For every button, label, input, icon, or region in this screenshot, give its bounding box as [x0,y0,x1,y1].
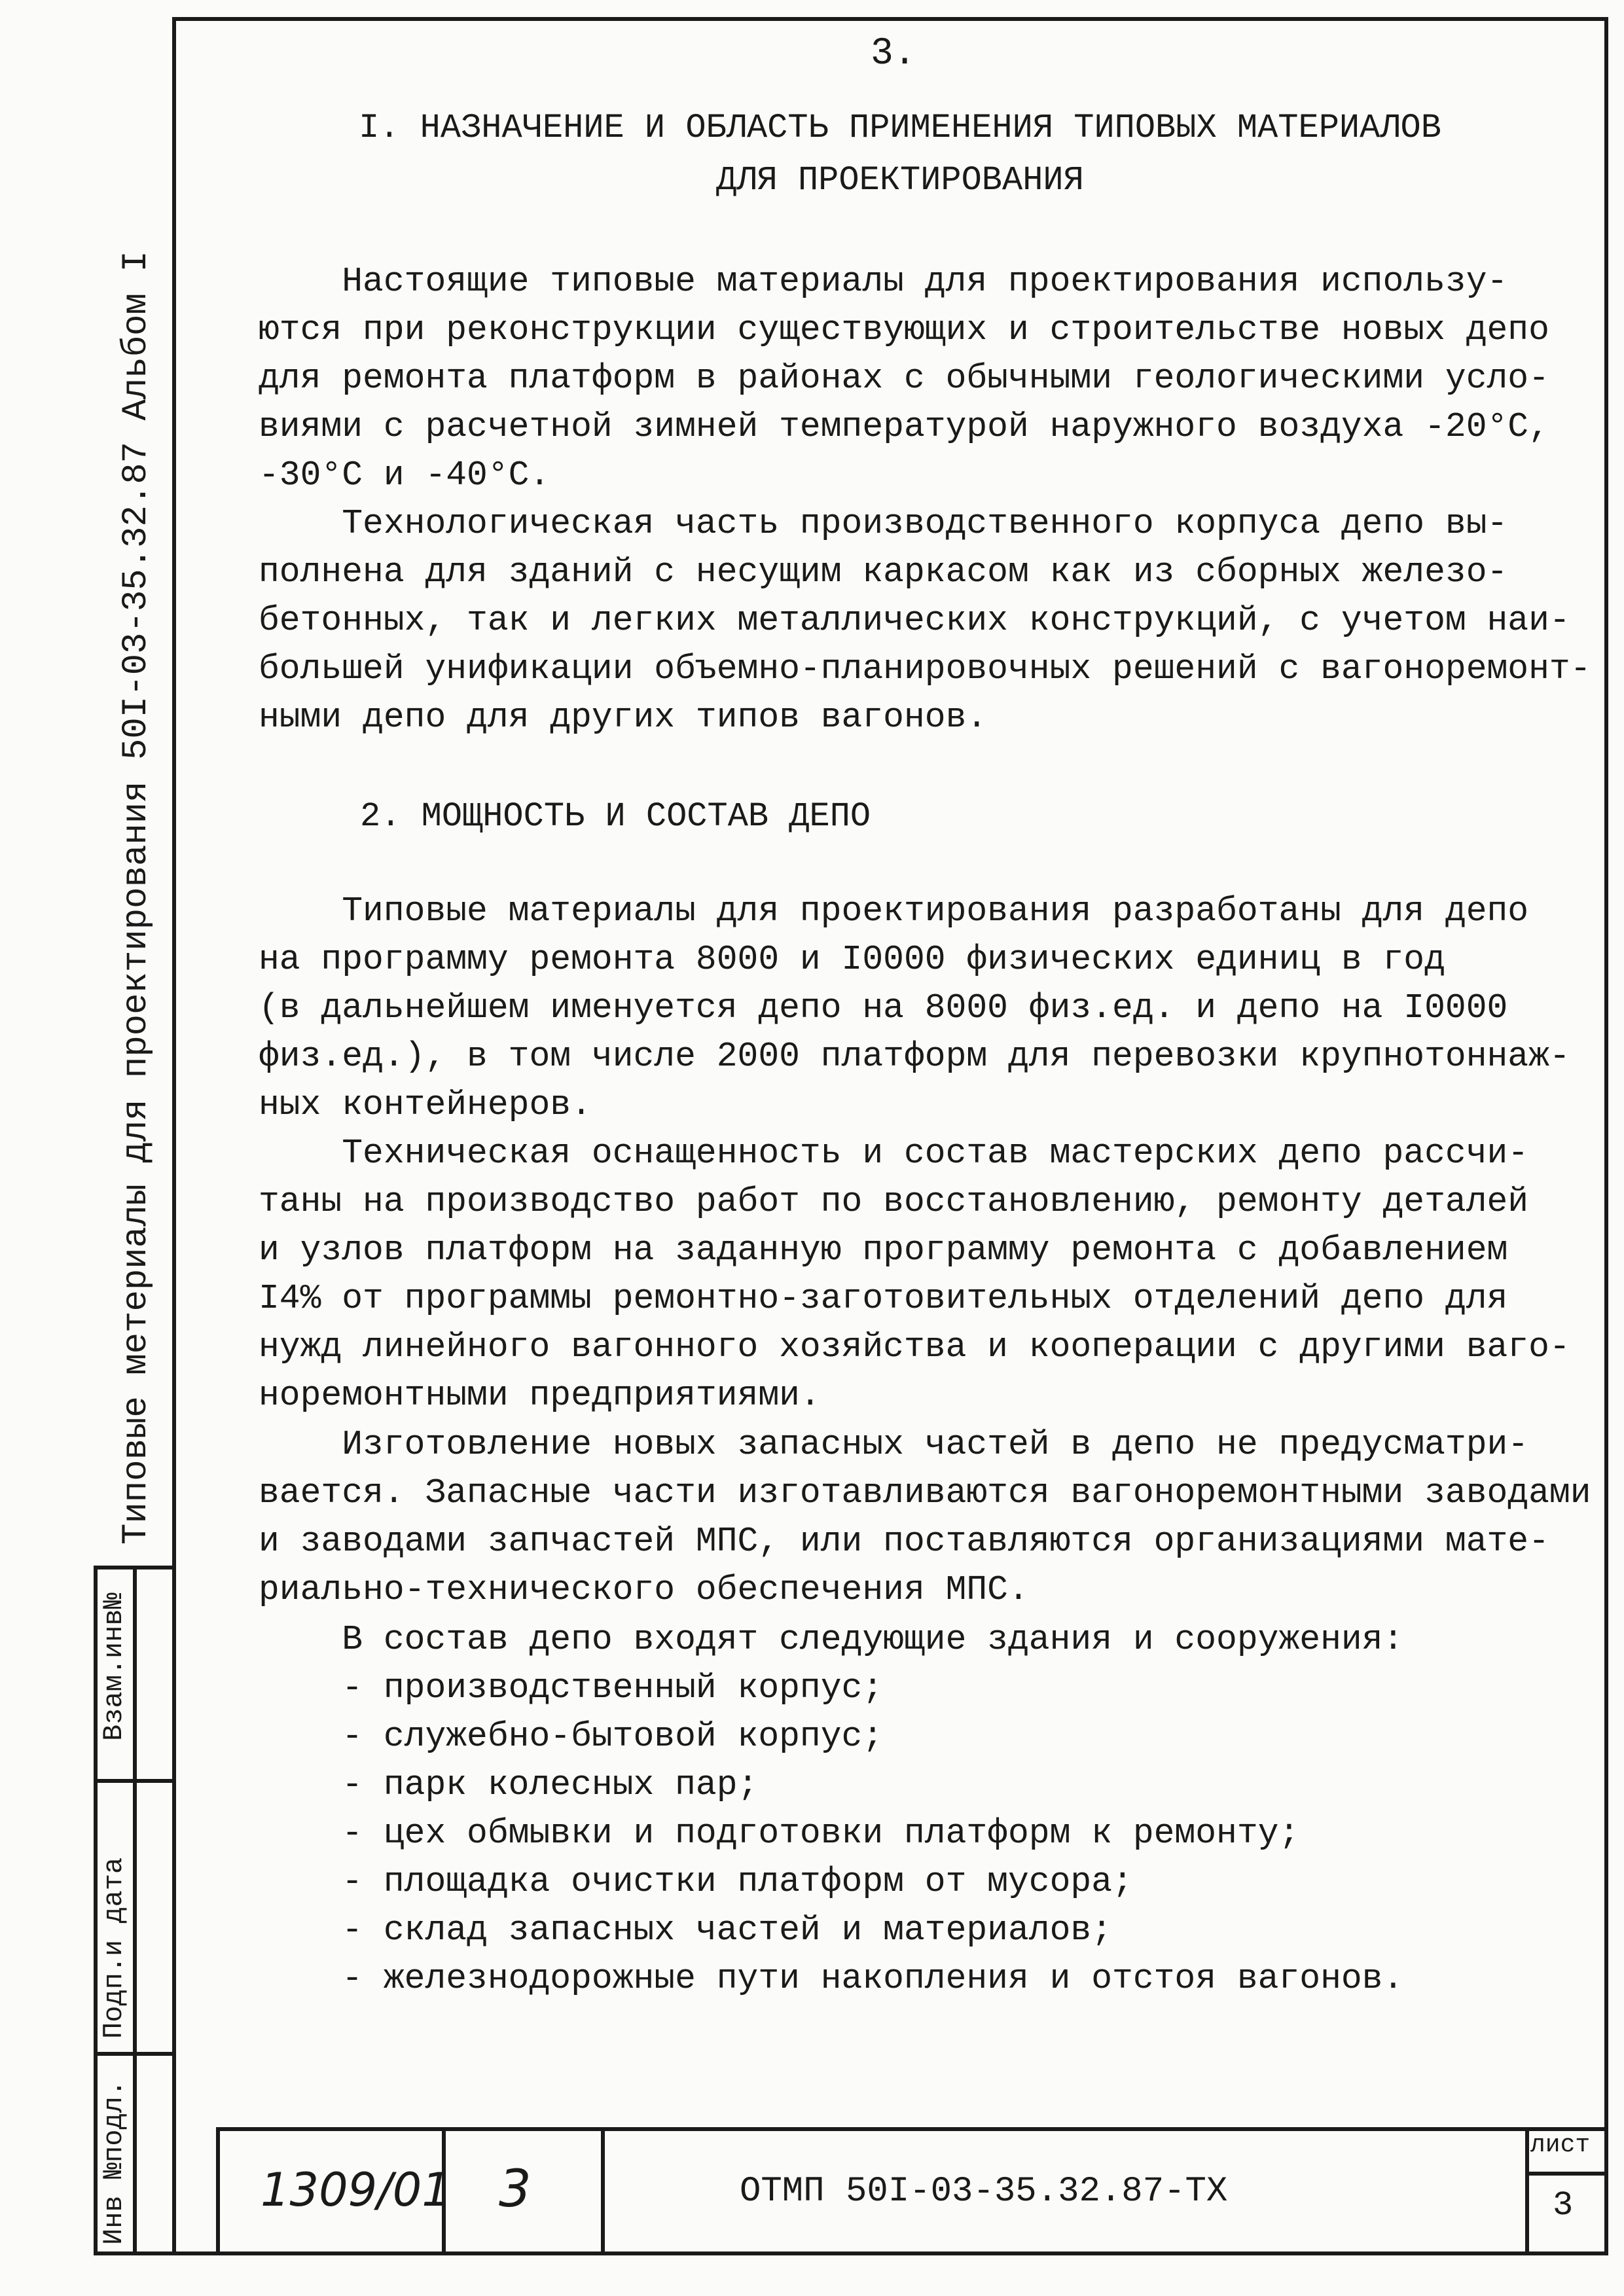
list-item: - площадка очистки платформ от мусора; [259,1862,1133,1901]
page-number: 3. [871,33,916,75]
text-line: и заводами запчастей МПС, или поставляются организациями мате- [259,1522,1549,1561]
title-block-divider [601,2127,605,2255]
text-line: и узлов платформ на заданную программу ремонта с добавлением [259,1230,1508,1270]
text-line: большей унификации объемно-планировочных решений с вагоноремонт- [259,649,1591,689]
text-line: (в дальнейшем именуется депо на 8000 физ.ед. и депо на I0000 [259,988,1508,1028]
text-line: -30°C и -40°C. [259,456,550,495]
side-album-label: Типовые метериалы для проектирования 50I-03-35.32.87 Альбом I [117,251,156,1545]
text-line: ных контейнеров. [259,1085,592,1124]
text-line: физ.ед.), в том числе 2000 платформ для перевозки крупнотоннаж- [259,1037,1570,1076]
text-line: Типовые материалы для проектирования разработаны для депо [259,891,1529,931]
facilities-list [259,1615,1568,2003]
text-line: на программу ремонта 8000 и I0000 физических единиц в год [259,940,1445,979]
text-line: риально-технического обеспечения МПС. [259,1570,1029,1609]
text-line: полнена для зданий с несущим каркасом как из сборных железо- [259,552,1508,592]
section1-title-line1: I. НАЗНАЧЕНИЕ И ОБЛАСТЬ ПРИМЕНЕНИЯ ТИПОВЫХ МАТЕРИАЛОВ [359,109,1441,147]
stamp-original-inventory: Инв №подл. [98,2079,130,2245]
stamp-column-divider [133,1568,137,2255]
text-line: ными депо для других типов вагонов. [259,698,988,737]
paragraph-spare-parts [259,1420,1591,1614]
document-designation: ОТМП 50I-03-35.32.87-ТХ [740,2172,1228,2212]
stamp-column-bottom-border [94,2251,176,2255]
paragraph-equipment [259,1129,1568,1420]
text-line: Технологическая часть производственного корпуса депо вы- [259,504,1508,543]
list-item: - парк колесных пар; [259,1765,759,1804]
stamp-row-divider [94,1779,176,1783]
title-block-top-border [216,2127,1608,2131]
list-item: - служебно-бытовой корпус; [259,1717,884,1756]
stamp-row-divider [94,2052,176,2056]
text-line: виями с расчетной зимней температурой наружного воздуха -20°C, [259,407,1549,446]
text-line: I4% от программы ремонтно-заготовительных отделений депо для [259,1279,1508,1318]
paragraph-technology [259,499,1591,742]
list-item: - железнодорожные пути накопления и отстоя вагонов. [259,1959,1404,1998]
text-line: бетонных, так и легких металлических конструкций, с учетом наи- [259,601,1570,640]
list-intro: В состав депо входят следующие здания и сооружения: [259,1620,1404,1659]
paragraph-capacity [259,887,1568,1129]
sheet-label: лист [1530,2131,1591,2159]
text-line: Настоящие типовые материалы для проектирования использу- [259,262,1508,301]
text-line: норемонтными предприятиями. [259,1376,821,1415]
section2-title: 2. МОЩНОСТЬ И СОСТАВ ДЕПО [360,797,871,836]
list-item: - цех обмывки и подготовки платформ к ремонту; [259,1814,1300,1853]
list-item: - склад запасных частей и материалов; [259,1910,1113,1950]
title-block-divider [1525,2127,1529,2255]
section1-title-line2: ДЛЯ ПРОЕКТИРОВАНИЯ [716,161,1084,200]
copy-number: 3 [499,2160,532,2219]
stamp-replacement-inventory: Взам.инв№ [98,1592,130,1741]
sheet-cell-divider [1525,2172,1608,2176]
paragraph-purpose [259,257,1568,499]
text-line: ются при реконструкции существующих и строительстве новых депо [259,310,1549,350]
text-line: Техническая оснащенность и состав мастерских депо рассчи- [259,1134,1529,1173]
stamp-column-left-border [94,1568,98,2255]
text-line: для ремонта платформ в районах с обычными геологическими усло- [259,359,1549,398]
text-line: таны на производство работ по восстановлению, ремонту деталей [259,1182,1529,1221]
stamp-signature-date: Подп.и дата [98,1857,130,2039]
list-item: - производственный корпус; [259,1668,884,1708]
title-block-divider [216,2127,220,2255]
text-line: вается. Запасные части изготавливаются вагоноремонтными заводами [259,1473,1591,1513]
text-line: нужд линейного вагонного хозяйства и кооперации с другими ваго- [259,1327,1570,1367]
text-line: Изготовление новых запасных частей в депо не предусматри- [259,1425,1529,1464]
sheet-number: 3 [1553,2186,1574,2225]
inventory-number: 1309/01 [261,2163,451,2217]
